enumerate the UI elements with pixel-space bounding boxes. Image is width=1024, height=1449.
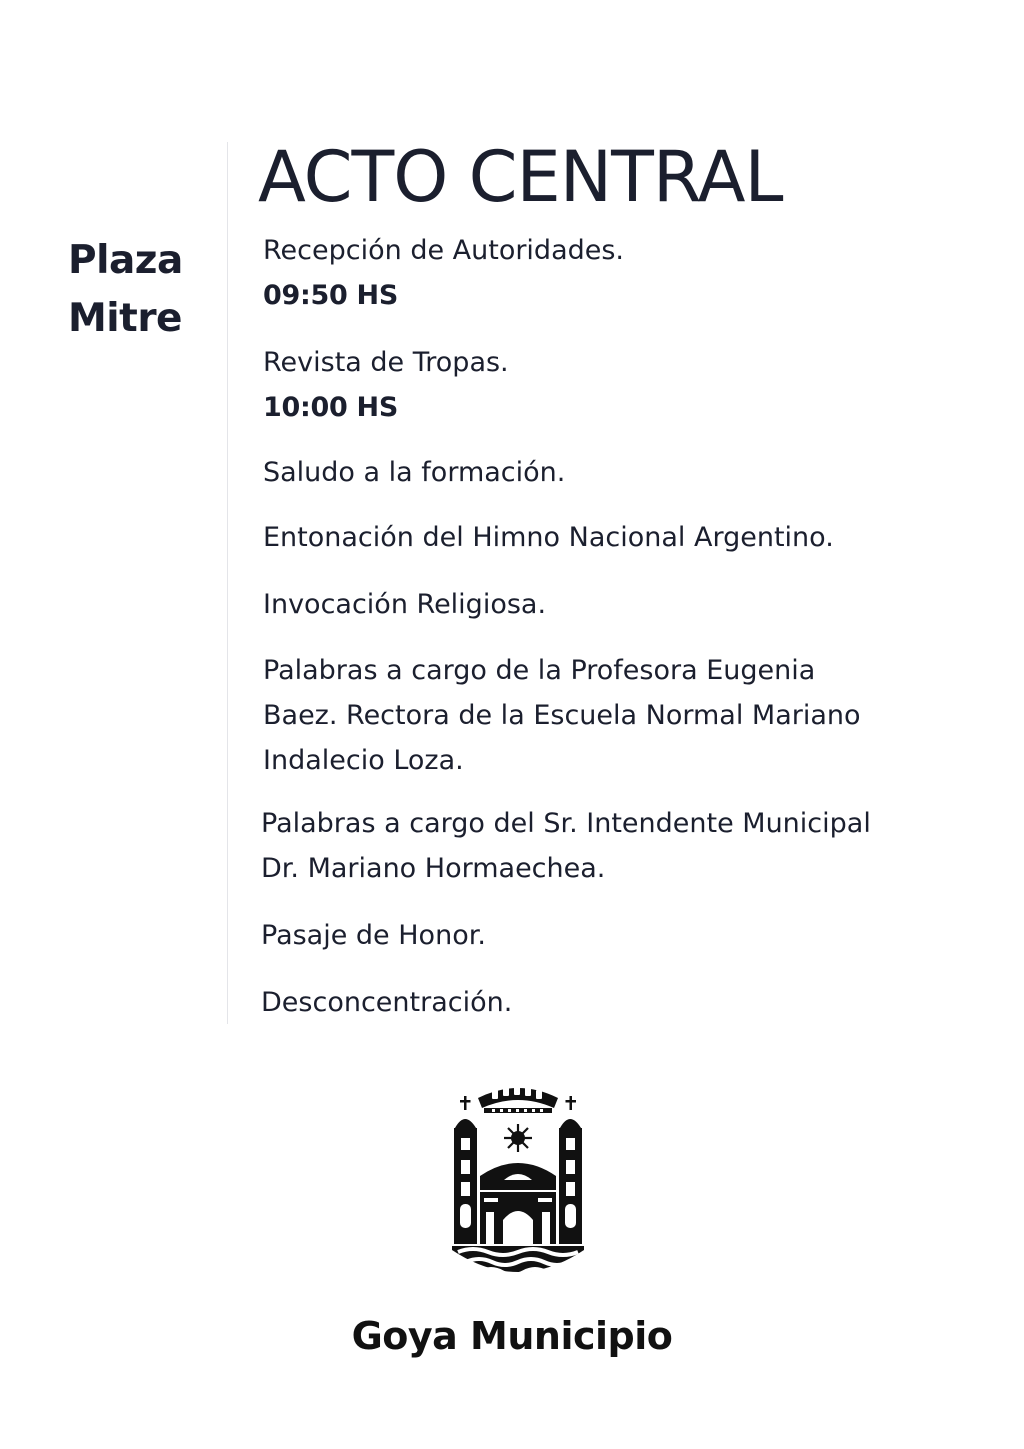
program-item-reception [263, 228, 624, 318]
program-item-time: 10:00 HS [263, 392, 398, 423]
brand-name: Goya Municipio [351, 1314, 673, 1358]
program-item-text-line: Palabras a cargo de la Profesora Eugenia [263, 655, 816, 686]
page-title: ACTO CENTRAL [258, 136, 783, 218]
program-item-text-line: Baez. Rectora de la Escuela Normal Mariano [263, 700, 861, 731]
program-item-invocation [263, 582, 546, 627]
program-item-text: Pasaje de Honor. [261, 920, 486, 951]
program-item-text: Invocación Religiosa. [263, 589, 547, 620]
program-item-salute [263, 450, 565, 495]
program-item-time: 09:50 HS [263, 280, 398, 311]
venue-line-2: Mitre [68, 296, 183, 341]
vertical-divider [227, 142, 228, 1024]
goya-municipio-emblem-icon [448, 1080, 588, 1280]
program-item-text-line: Dr. Mariano Hormaechea. [261, 853, 606, 884]
program-item-text: Recepción de Autoridades. [263, 235, 625, 266]
program-item-text: Entonación del Himno Nacional Argentino. [263, 522, 834, 553]
venue-line-1: Plaza [68, 238, 183, 283]
program-item-text-line: Palabras a cargo del Sr. Intendente Municipal [261, 808, 871, 839]
venue-label [68, 232, 218, 348]
program-item-text-line: Indalecio Loza. [263, 745, 464, 776]
program-item-text: Revista de Tropas. [263, 347, 509, 378]
program-item-dispersal [261, 980, 512, 1025]
program-item-honor-pass [261, 913, 486, 958]
program-item-troops-review [263, 340, 509, 430]
program-item-speech-professor [263, 648, 861, 783]
program-item-text: Saludo a la formación. [263, 457, 566, 488]
program-item-text: Desconcentración. [261, 987, 513, 1018]
program-item-speech-mayor [261, 801, 871, 891]
program-item-anthem [263, 515, 834, 560]
